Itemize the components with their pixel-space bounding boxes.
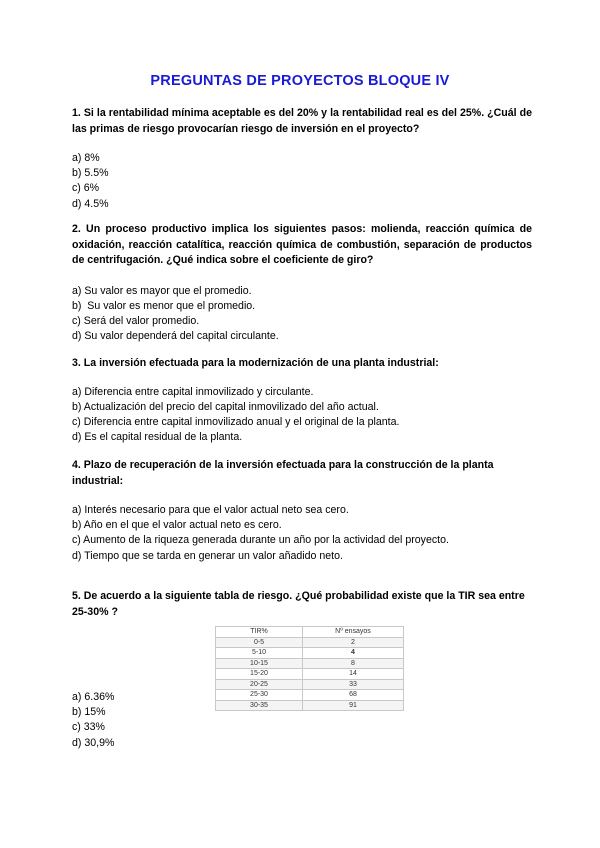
- table-cell-ensayos: 8: [303, 658, 404, 669]
- table-cell-ensayos: 14: [303, 669, 404, 680]
- table-row: [216, 669, 404, 680]
- option-d: d) 30,9%: [72, 736, 115, 749]
- table-cell-tir: 25-30: [216, 690, 303, 701]
- question-2-options: [72, 284, 532, 345]
- option-d: d) Tiempo que se tarda en generar un valor añadido neto.: [72, 549, 343, 562]
- risk-table: [215, 626, 404, 711]
- table-cell-ensayos: 2: [303, 637, 404, 648]
- question-3-stem: 3. La inversión efectuada para la modernización de una planta industrial:: [72, 357, 439, 369]
- table-row: [216, 690, 404, 701]
- table-row: [216, 637, 404, 648]
- table-row: [216, 700, 404, 711]
- question-2-stem: 2. Un proceso productivo implica los siguientes pasos: molienda, reacción química de oxidación, reacción catalítica, reacción química de combustión, separación de productos de centrifugación. ¿Qué indica sobre el coeficiente de giro?: [72, 223, 532, 266]
- option-c: c) Será del valor promedio.: [72, 314, 200, 327]
- question-3: [72, 356, 532, 445]
- option-d: d) Su valor dependerá del capital circulante.: [72, 330, 279, 343]
- table-header-ensayos: Nº ensayos: [303, 627, 404, 638]
- page-title: PREGUNTAS DE PROYECTOS BLOQUE IV: [150, 73, 450, 89]
- option-b: b) 5.5%: [72, 167, 109, 180]
- table-cell-tir: 10-15: [216, 658, 303, 669]
- option-a: a) Su valor es mayor que el promedio.: [72, 284, 252, 297]
- table-cell-ensayos: 33: [303, 679, 404, 690]
- option-a: a) 6.36%: [72, 691, 115, 703]
- table-row: [216, 679, 404, 690]
- table-cell-ensayos: 68: [303, 690, 404, 701]
- question-1-options: [72, 151, 532, 212]
- table-row: [216, 658, 404, 669]
- table-cell-tir: 0-5: [216, 637, 303, 648]
- question-4-options: [72, 503, 532, 564]
- table-header-row: [216, 627, 404, 638]
- table-header-tir: TIR%: [216, 627, 303, 638]
- option-a: a) 8%: [72, 152, 100, 164]
- question-1: [72, 106, 532, 212]
- option-a: a) Diferencia entre capital inmovilizado y circulante.: [72, 385, 314, 398]
- option-b: b) Su valor es menor que el promedio.: [72, 299, 256, 312]
- table-cell-tir: 15-20: [216, 669, 303, 680]
- option-c: c) Diferencia entre capital inmovilizado anual y el original de la planta.: [72, 415, 400, 428]
- question-5-stem: 5. De acuerdo a la siguiente tabla de riesgo. ¿Qué probabilidad existe que la TIR sea entre 25-30% ?: [72, 590, 525, 618]
- table-cell-tir: 5-10: [216, 648, 303, 659]
- option-c: c) Aumento de la riqueza generada durante un año por la actividad del proyecto.: [72, 534, 449, 547]
- question-3-options: [72, 385, 532, 446]
- option-a: a) Interés necesario para que el valor actual neto sea cero.: [72, 504, 349, 516]
- table-cell-tir: 30-35: [216, 700, 303, 711]
- question-4-stem: 4. Plazo de recuperación de la inversión efectuada para la construcción de la planta industrial:: [72, 459, 494, 487]
- option-b: b) Actualización del precio del capital inmovilizado del año actual.: [72, 400, 379, 413]
- option-b: b) Año en el que el valor actual neto es cero.: [72, 519, 282, 532]
- table-row: [216, 648, 404, 659]
- option-c: c) 6%: [72, 182, 100, 195]
- table-cell-ensayos: 91: [303, 700, 404, 711]
- option-d: d) 4.5%: [72, 197, 109, 210]
- question-5-options: [72, 690, 114, 751]
- option-c: c) 33%: [72, 721, 105, 734]
- table-cell-ensayos: 4: [303, 648, 404, 659]
- question-1-stem: 1. Si la rentabilidad mínima aceptable es del 20% y la rentabilidad real es del 25%. ¿Cuál de las primas de riesgo provocarían riesgo de inversión en el proyecto?: [72, 107, 532, 135]
- table-cell-tir: 20-25: [216, 679, 303, 690]
- question-2: [72, 222, 532, 344]
- option-d: d) Es el capital residual de la planta.: [72, 431, 243, 444]
- option-b: b) 15%: [72, 706, 106, 719]
- question-4: [72, 458, 532, 564]
